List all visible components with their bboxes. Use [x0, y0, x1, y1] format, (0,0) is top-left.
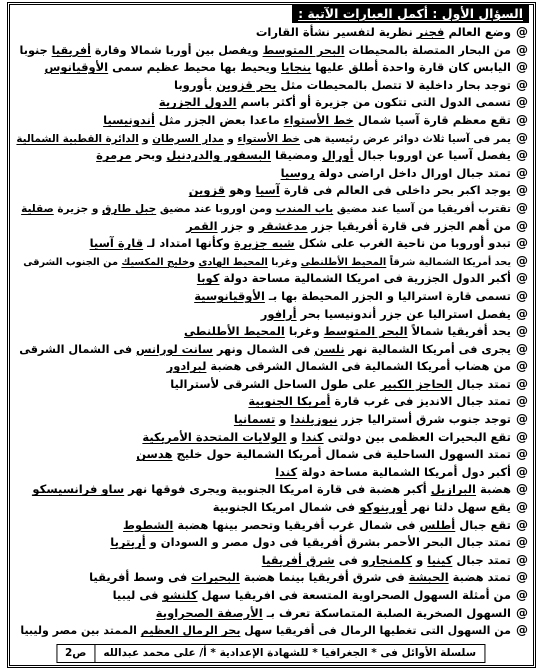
answer-text: هدسن [136, 447, 173, 462]
statement-text: الممتد بين مصر وليبيا [20, 624, 141, 638]
statement-text: فى شرق أفريقيا بينما هضبة [239, 570, 409, 585]
statement-text: فى شمال امريكا الجنوبية [212, 500, 360, 515]
statement-item [16, 77, 528, 95]
answer-text: كلنشو [162, 588, 198, 602]
answer-text: المحيط الأطلنطى [184, 324, 285, 339]
bullet-marker: @ [516, 517, 528, 532]
answer-text: أطلس [419, 517, 456, 532]
bullet-marker: @ [516, 376, 528, 391]
answer-text: قزوين [188, 183, 226, 198]
statement-text: توجد جنوب شرق أستراليا جزر [337, 412, 511, 427]
footer [56, 644, 485, 663]
statement-text: من البحار المتصلة بالمحيطات [344, 43, 511, 57]
statement-item [16, 587, 528, 605]
statement-item [16, 481, 528, 499]
answer-text: الأرصفة الصحراوية [155, 605, 263, 620]
bullet-marker: @ [516, 130, 528, 145]
statement-text: وغربا [284, 324, 324, 339]
statement-text: يحد أفريقيا شمالاً [407, 324, 511, 339]
answer-text: سانت لورانس [136, 342, 214, 356]
answer-text: الدائرة القطبية الشمالية [16, 132, 139, 145]
bullet-marker: @ [516, 341, 528, 356]
statement-item [16, 569, 528, 587]
statement-item [16, 94, 528, 112]
statement-text: يمر فى آسيا ثلاث دوائر عرض رئيسية هى [299, 132, 511, 145]
statement-text: توجد بحار داخلية لا تتصل بالمحيطات مثل [276, 77, 511, 92]
answer-text: المحيط الأطلنطى [300, 256, 387, 268]
statement-text: فى [334, 552, 362, 567]
statement-item [16, 376, 528, 394]
statement-text: و جزيرة [53, 202, 103, 215]
bullet-marker: @ [516, 60, 528, 75]
answer-text: الشطوط [123, 517, 174, 532]
answer-text: باب المندب [275, 202, 334, 215]
statements-list [16, 24, 528, 640]
statement-text: ويحيط بها محيط عظيم سمى [108, 60, 281, 75]
answer-text: خليج المكسيك [121, 256, 189, 268]
series-credit: سلسلة الأوائل فى * الجغرافيا * للشهادة الإعدادية * أ/ على محمد عبدالله [103, 647, 477, 659]
bullet-marker: @ [516, 95, 528, 110]
bullet-marker: @ [516, 394, 528, 409]
bullet-marker: @ [516, 500, 528, 515]
statement-text: تمتد جبال [452, 376, 511, 391]
statement-text: وبحر [131, 148, 167, 163]
answer-text: روسيا [280, 165, 315, 180]
answer-text: بنجايا [280, 60, 312, 75]
answer-text: كوبا [196, 271, 220, 286]
bullet-marker: @ [516, 306, 528, 321]
statement-text: وكأنها امتداد لـ [143, 236, 235, 251]
statement-item [16, 534, 528, 552]
answer-text: بحر الرمال العظيم [140, 624, 241, 638]
statement-text: وهو [225, 183, 256, 198]
bullet-marker: @ [516, 623, 528, 638]
statement-item [16, 253, 528, 271]
answer-text: الأوقيانوس [44, 60, 109, 75]
statement-text: تمتد جبال [452, 552, 511, 567]
answer-text: كلمنجارو [361, 552, 413, 567]
answer-text: جبل طارق [102, 202, 157, 215]
bullet-marker: @ [516, 253, 528, 268]
statement-item [16, 323, 528, 341]
statement-item [16, 182, 528, 200]
statement-text: من السهول التى تغطيها الرمال فى أفريقيا سهل [240, 624, 511, 638]
statement-text: السهول الصخرية الصلبة المتماسكة تعرف بـ [262, 605, 511, 620]
statement-text: و جزر [217, 218, 259, 233]
statement-item [16, 393, 528, 411]
answer-text: كندا [275, 464, 298, 479]
statement-item [16, 306, 528, 324]
statement-text: بأوروبا [174, 77, 217, 92]
answer-text: نلسن [314, 342, 345, 356]
statement-item [16, 341, 528, 359]
answer-text: البرازيل [430, 482, 477, 497]
answer-text: أورال [321, 148, 354, 163]
statement-text: ومضيقا [271, 148, 322, 163]
statement-text: نظرية لتفسير نشأة القارات [255, 25, 417, 39]
answer-text: ساو فرانسيسكو [32, 482, 125, 497]
statement-item [16, 622, 528, 640]
statement-text: تقع البحيرات العظمى بين دولتى [323, 429, 511, 444]
answer-text: الولايات المتحدة الأمريكية [142, 429, 287, 444]
answer-text: كينيا [427, 552, 453, 567]
statement-text: جنوبا [19, 43, 52, 57]
statement-item [16, 112, 528, 130]
statement-text: تمتد هضبة [448, 570, 511, 585]
answer-text: صقلية [21, 202, 54, 215]
statement-item [16, 270, 528, 288]
statement-text: أكبر هضبة فى قارة امريكا الجنوبية ويجرى فوقها نهر [124, 482, 431, 497]
answer-text: فجنر [416, 25, 445, 39]
answer-text: لبرادور [166, 359, 207, 374]
statement-item [16, 464, 528, 482]
answer-text: كندا [301, 429, 324, 444]
answer-text: مدار السرطان [152, 132, 224, 145]
statement-text: تسمى قارة استراليا و الجزر المحيطة بها بـ [264, 288, 511, 303]
statement-text: ماعدا بعض الجزر مثل [154, 112, 284, 127]
statement-item [16, 288, 528, 306]
bullet-marker: @ [516, 535, 528, 550]
statement-item [16, 165, 528, 183]
statement-text: فى ليبيا [112, 588, 163, 602]
bullet-marker: @ [516, 552, 528, 567]
bullet-marker: @ [516, 271, 528, 286]
answer-text: مدغشقر [258, 218, 308, 233]
answer-text: البسفور والدردنيل [166, 148, 271, 163]
answer-text: الحاجز الكبير [380, 376, 453, 391]
statement-text: فى الشمال ونهر [213, 342, 315, 356]
statement-text: تمتد السهول الساحلية فى شمال أمريكا الشمالية حول خليج [172, 447, 511, 462]
statement-text: فى شمال غرب أفريقيا وتحصر بينها هضبة [173, 517, 420, 532]
statement-item [16, 499, 528, 517]
answer-text: خط الأستواء [283, 112, 354, 127]
bullet-marker: @ [516, 412, 528, 427]
bullet-marker: @ [516, 429, 528, 444]
answer-text: خط الأستواء [237, 132, 300, 145]
statement-text: على طول الساحل الشرقى لأستراليا [170, 376, 381, 391]
statement-text: اليابس كان قارة واحدة أطلق عليها [311, 60, 511, 75]
bullet-marker: @ [516, 324, 528, 339]
statement-text: وضع العالم [444, 25, 511, 39]
bullet-marker: @ [516, 236, 528, 251]
bullet-marker: @ [516, 447, 528, 462]
answer-text: أريتريا [110, 535, 146, 550]
answer-text: أرافور [260, 306, 297, 321]
bullet-marker: @ [516, 605, 528, 620]
statement-text: فى وسط أفريقيا [89, 570, 192, 585]
statement-text: أكبر الدول الجزرية فى امريكا الشمالية مساحة دولة [219, 271, 511, 286]
statement-item [16, 358, 528, 376]
statement-text: و [412, 552, 428, 567]
statement-item [16, 130, 528, 148]
bullet-marker: @ [516, 200, 528, 215]
answer-text: قارة آسيا [89, 236, 144, 251]
bullet-marker: @ [516, 25, 528, 39]
statement-text: من أهم الجزر فى قارة أفريقيا جزر [307, 218, 511, 233]
question-title: السؤال الأول : أكمل العبارات الآتية : [292, 5, 529, 23]
statement-item [16, 218, 528, 236]
bullet-marker: @ [516, 183, 528, 198]
answer-text: مرمرة [96, 148, 132, 163]
bullet-marker: @ [516, 570, 528, 585]
statement-text: يوجد اكبر بحر داخلى فى العالم فى قارة [279, 183, 511, 198]
statement-text: أكبر دول أمريكا الشمالية مساحة دولة [297, 464, 511, 479]
statement-text: يفصل آسيا عن اوروبا جبال [353, 148, 511, 163]
answer-text: القمر [186, 218, 218, 233]
page-number: ص2 [57, 645, 95, 662]
answer-text: البحيرات [191, 570, 240, 585]
statement-item [16, 429, 528, 447]
statement-text: و [223, 132, 238, 145]
statement-item [16, 552, 528, 570]
statement-text: يقع سهل دلتا نهر [407, 500, 511, 515]
statement-item [16, 200, 528, 218]
statement-text: تمتد جبال اورال داخل اراضى دولة [314, 165, 511, 180]
answer-text: المحيط الهادى [198, 256, 268, 268]
statement-text: من الجنوب الشرقى [23, 256, 122, 268]
bullet-marker: @ [516, 464, 528, 479]
statement-text: و [188, 256, 199, 268]
statement-text: تقع جبال [455, 517, 511, 532]
answer-text: البحر المتوسط [323, 324, 408, 339]
answer-text: الحبشة [408, 570, 449, 585]
statement-text: وغربا [267, 256, 301, 268]
statement-item [16, 235, 528, 253]
statement-item [16, 24, 528, 42]
statement-text: تبدو أوروبا من ناحية الغرب على شكل [294, 236, 511, 251]
statement-item [16, 411, 528, 429]
answer-text: أورينوكو [359, 500, 408, 515]
statement-item [16, 605, 528, 623]
answer-text: بحر قزوين [216, 77, 277, 92]
statement-text: تقع معظم قارة آسيا شمال [353, 112, 511, 127]
bullet-marker: @ [516, 148, 528, 163]
statement-item [16, 517, 528, 535]
answer-text: نيوزيلندا [290, 412, 338, 427]
statement-text: تمتد جبال الانديز فى غرب قارة [330, 394, 511, 409]
bullet-marker: @ [516, 482, 528, 497]
bullet-marker: @ [516, 165, 528, 180]
statement-text: يجرى فى أمريكا الشمالية نهر [344, 342, 511, 356]
statement-text: من أمثلة السهول الصحراوية المتسعة فى افريقيا سهل [197, 588, 511, 602]
answer-text: الأوقيانوسية [194, 288, 265, 303]
answer-text: تسمانيا [233, 412, 276, 427]
bullet-marker: @ [516, 112, 528, 127]
statement-item [16, 59, 528, 77]
statement-text: تمتد جبال البحر الأحمر بشرق أفريقيا فى دول مصر و السودان و [145, 535, 511, 550]
bullet-marker: @ [516, 77, 528, 92]
statement-text: و [275, 412, 291, 427]
statement-text: تسمى الدول التى تتكون من جزيرة أو أكثر باسم [236, 95, 511, 110]
statement-item [16, 147, 528, 165]
bullet-marker: @ [516, 588, 528, 602]
statement-text: يفصل استراليا عن جزر أندونيسيا بحر [296, 306, 511, 321]
statement-item [16, 42, 528, 60]
bullet-marker: @ [516, 218, 528, 233]
answer-text: آسيا [255, 183, 280, 198]
bullet-marker: @ [516, 42, 528, 57]
statement-text: من هضاب أمريكا الشمالية فى الشمال الشرقى هضبة [206, 359, 511, 374]
answer-text: أمريكا الجنوبية [248, 394, 331, 409]
answer-text: الدول الجزرية [158, 95, 237, 110]
answer-text: البحر المتوسط [262, 43, 345, 57]
statement-text: تقترب أفريقيا من آسيا عند مضيق [333, 202, 511, 215]
bullet-marker: @ [516, 288, 528, 303]
statement-text: و [286, 429, 302, 444]
statement-text: ويفصل بين أوربا شمالا وقارة [91, 43, 263, 57]
statement-text: و [138, 132, 153, 145]
statement-text: ومن اوروبا عند مضيق [156, 202, 276, 215]
answer-text: أندونيسيا [103, 112, 155, 127]
statement-text: فى الشمال الشرقى [19, 342, 137, 356]
statement-text: يحد أمريكا الشمالية شرقاً [386, 256, 511, 268]
statement-text: هضبة [476, 482, 511, 497]
answer-text: شرق أفريقيا [261, 552, 335, 567]
bullet-marker: @ [516, 359, 528, 374]
answer-text: شبه جزيرة [234, 236, 295, 251]
statement-item [16, 446, 528, 464]
answer-text: أفريقيا [51, 43, 91, 57]
